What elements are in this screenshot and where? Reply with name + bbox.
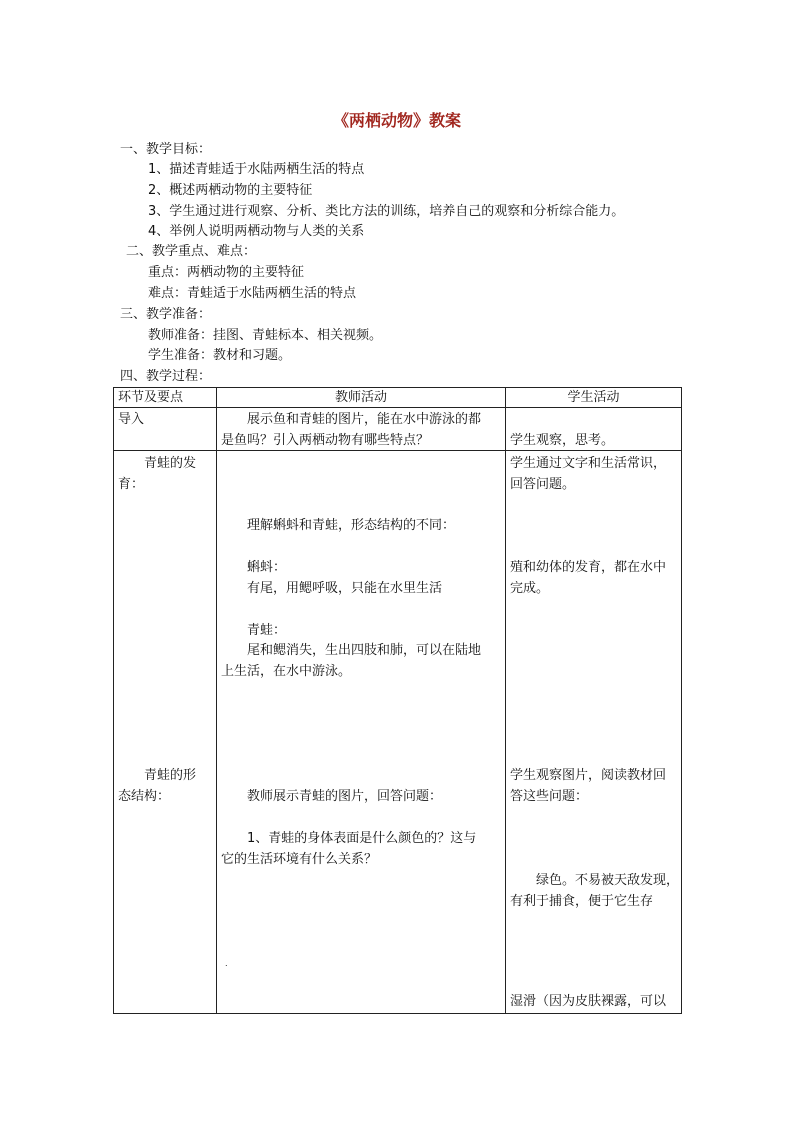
- key-point: 重点：两栖动物的主要特征: [148, 265, 305, 280]
- teacher-text: 上生活，在水中游泳。: [221, 664, 352, 679]
- header-stage: 环节及要点: [114, 388, 217, 408]
- student-text: 学生观察图片，阅读教材回: [510, 768, 667, 783]
- student-text: 湿滑（因为皮肤裸露，可以: [510, 994, 667, 1009]
- student-cell: [506, 408, 682, 451]
- student-text: 完成。: [510, 581, 550, 596]
- student-text: 殖和幼体的发育，都在水中: [510, 560, 667, 575]
- stage-morphology: 青蛙的形: [144, 768, 197, 783]
- goal-item: 2、概述两栖动物的主要特征: [148, 183, 313, 198]
- teacher-text: 1、青蛙的身体表面是什么颜色的？这与: [247, 831, 477, 846]
- process-heading: 四、教学过程：: [120, 369, 212, 384]
- header-teacher: 教师活动: [217, 388, 506, 408]
- stage-development: 青蛙的发: [144, 456, 197, 471]
- teacher-text: 理解蝌蚪和青蛙，形态结构的不同：: [247, 518, 456, 533]
- teacher-cell: [217, 451, 506, 1014]
- process-table: [113, 387, 682, 1014]
- stage-cell: [114, 408, 217, 451]
- student-text: 有利于捕食，便于它生存: [510, 894, 654, 909]
- teacher-text: 教师展示青蛙的图片，回答问题：: [247, 789, 443, 804]
- student-text: 学生观察，思考。: [510, 433, 615, 448]
- stage-morphology: 态结构：: [118, 789, 171, 804]
- student-text: 绿色。不易被天敌发现，: [536, 873, 680, 888]
- key-heading: 二、教学重点、难点：: [126, 244, 257, 259]
- stage-cell: [114, 451, 217, 1014]
- student-prep: 学生准备：教材和习题。: [148, 348, 292, 363]
- table-row: [114, 408, 682, 451]
- teacher-text: 尾和鳃消失，生出四肢和肺，可以在陆地: [247, 643, 482, 658]
- teacher-text: 它的生活环境有什么关系？: [221, 852, 378, 867]
- student-text: 回答问题。: [510, 477, 576, 492]
- table-header-row: [114, 388, 682, 408]
- stage-development: 育：: [118, 477, 145, 492]
- goal-item: 4、举例人说明两栖动物与人类的关系: [148, 224, 365, 239]
- stage-intro: 导入: [118, 412, 145, 427]
- prep-heading: 三、教学准备：: [120, 307, 212, 322]
- teacher-text: 青蛙：: [247, 623, 287, 638]
- goal-item: 1、描述青蛙适于水陆两栖生活的特点: [148, 162, 365, 177]
- table-row: [114, 451, 682, 1014]
- teacher-text: 蝌蚪：: [247, 560, 287, 575]
- teacher-text: 是鱼吗？引入两栖动物有哪些特点？: [221, 433, 430, 448]
- difficult-point: 难点：青蛙适于水陆两栖生活的特点: [148, 286, 357, 301]
- goals-heading: 一、教学目标：: [120, 142, 212, 157]
- student-text: 答这些问题：: [510, 789, 589, 804]
- teacher-cell: [217, 408, 506, 451]
- student-text: 学生通过文字和生活常识，: [510, 456, 667, 471]
- teacher-text: 展示鱼和青蛙的图片，能在水中游泳的都: [247, 412, 482, 427]
- student-cell: [506, 451, 682, 1014]
- teacher-prep: 教师准备：挂图、青蛙标本、相关视频。: [148, 328, 383, 343]
- document-title: 《两栖动物》教案: [332, 111, 461, 130]
- header-student: 学生活动: [506, 388, 682, 408]
- stray-dot: .: [225, 959, 228, 968]
- goal-item: 3、学生通过进行观察、分析、类比方法的训练，培养自己的观察和分析综合能力。: [148, 204, 625, 219]
- teacher-text: 有尾，用鳃呼吸，只能在水里生活: [247, 581, 443, 596]
